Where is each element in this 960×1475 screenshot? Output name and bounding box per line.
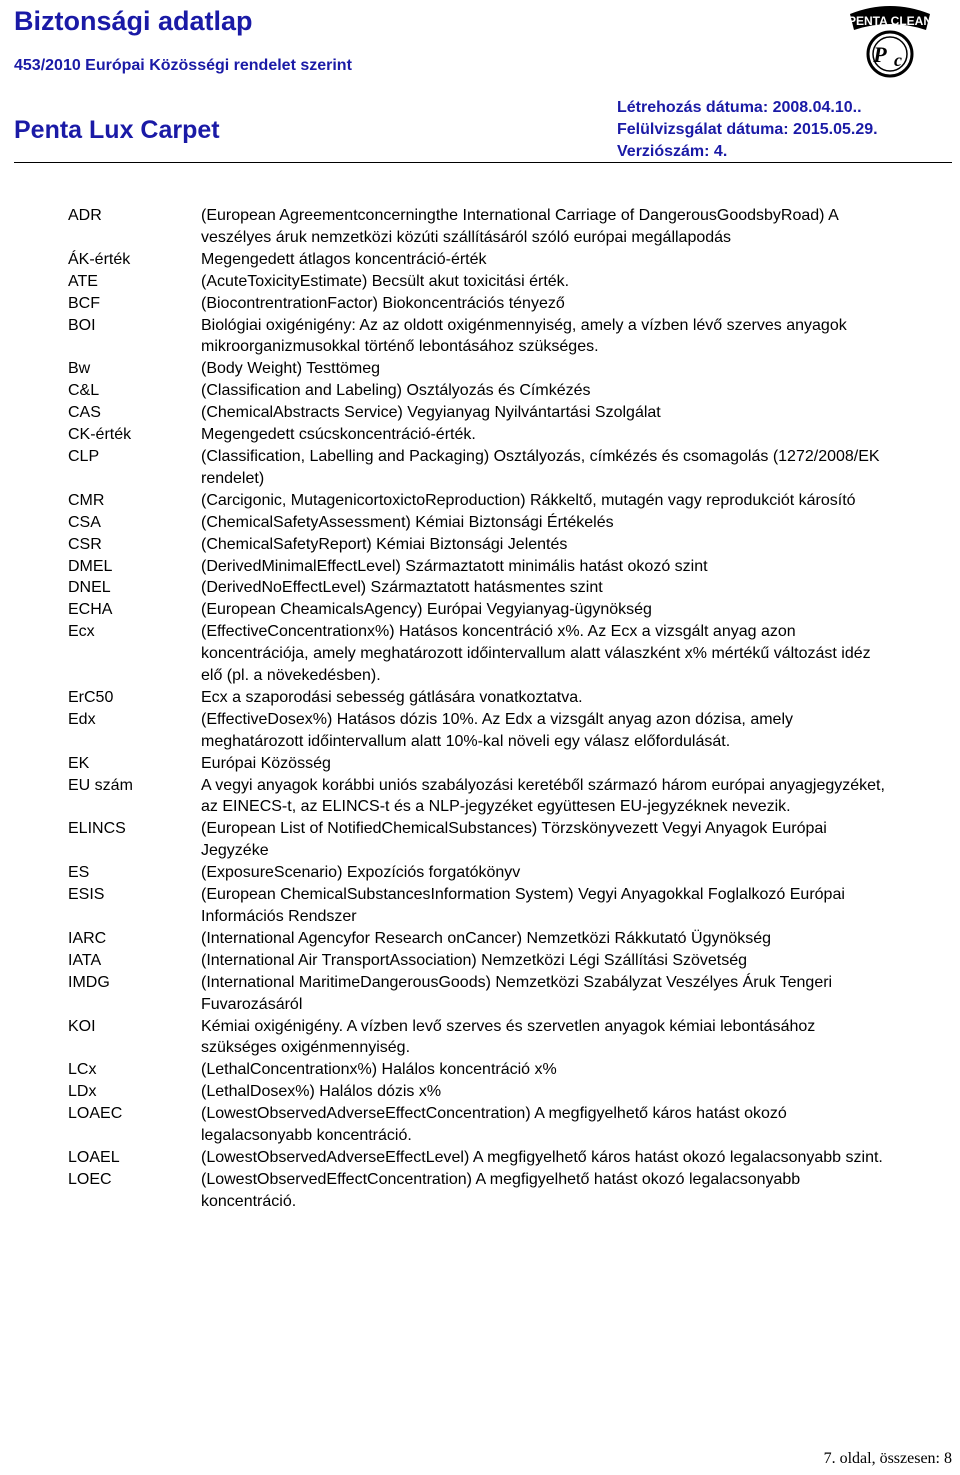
abbreviation-row [68, 1169, 888, 1213]
abbreviation-row [68, 402, 888, 424]
abbreviation-row [68, 1103, 888, 1147]
abbreviation-term: LOEC [68, 1170, 112, 1188]
abbreviation-term: IATA [68, 951, 102, 969]
abbreviation-term: IMDG [68, 973, 110, 991]
penta-clean-logo [842, 2, 938, 80]
abbreviation-term: ESIS [68, 886, 105, 904]
abbreviation-row [68, 1147, 888, 1169]
abbreviation-term: EU szám [68, 776, 133, 794]
abbreviation-row [68, 293, 888, 315]
abbreviation-term: DNEL [68, 579, 111, 597]
abbreviation-row [68, 1016, 888, 1060]
abbreviation-term: CSR [68, 535, 102, 553]
abbreviation-term: LCx [68, 1061, 97, 1079]
abbreviation-definition: (ChemicalSafetyReport) Kémiai Biztonsági Jelentés [201, 535, 568, 553]
abbreviation-term: BOI [68, 316, 96, 334]
abbreviation-term: ADR [68, 207, 102, 224]
revision-info [617, 97, 878, 163]
abbreviation-term: LOAEC [68, 1105, 123, 1123]
abbreviation-definition: (LowestObservedEffectConcentration) A megfigyelhető hatást okozó legalacsonyabb koncentráció. [201, 1170, 801, 1210]
abbreviation-term: DMEL [68, 557, 113, 575]
abbreviation-row [68, 205, 888, 249]
abbreviation-row [68, 818, 888, 862]
version-number: Verziószám: 4. [617, 143, 728, 160]
abbreviation-list [68, 205, 888, 1213]
abbreviation-definition: Európai Közösség [201, 754, 331, 772]
abbreviation-row [68, 446, 888, 490]
abbreviation-row [68, 928, 888, 950]
abbreviation-definition: (DerivedMinimalEffectLevel) Származtatott minimális hatást okozó szint [201, 557, 708, 575]
abbreviation-row [68, 972, 888, 1016]
regulation-subtitle: 453/2010 Európai Közösségi rendelet szerint [14, 57, 352, 74]
abbreviation-definition: (European CheamicalsAgency) Európai Vegyianyag-ügynökség [201, 601, 652, 619]
abbreviation-term: C&L [68, 382, 100, 400]
abbreviation-definition: (Classification and Labeling) Osztályozás és Címkézés [201, 382, 591, 400]
abbreviation-definition: (ExposureScenario) Expozíciós forgatókönyv [201, 864, 521, 882]
document-title: Biztonsági adatlap [14, 6, 253, 36]
abbreviation-definition: (European ChemicalSubstancesInformation System) Vegyi Anyagokkal Foglalkozó Európai Információs Rendszer [201, 886, 845, 925]
abbreviation-term: IARC [68, 929, 107, 947]
abbreviation-term: BCF [68, 294, 100, 312]
abbreviation-term: ÁK-érték [68, 250, 131, 268]
abbreviation-definition: (International MaritimeDangerousGoods) Nemzetközi Szabályzat Veszélyes Áruk Tengeri Fuvarozásáról [201, 973, 833, 1013]
abbreviation-row [68, 709, 888, 753]
abbreviation-definition: (BiocontrentrationFactor) Biokoncentrációs tényező [201, 294, 565, 312]
abbreviation-row [68, 512, 888, 534]
abbreviation-definition: (ChemicalSafetyAssessment) Kémiai Biztonsági Értékelés [201, 513, 614, 531]
abbreviation-term: Bw [68, 360, 91, 378]
abbreviation-row [68, 599, 888, 621]
logo-text: PENTA CLEAN [848, 14, 932, 28]
abbreviation-term: ELINCS [68, 820, 126, 838]
abbreviation-term: CLP [68, 447, 100, 465]
abbreviation-row [68, 358, 888, 380]
abbreviation-definition: (International Air TransportAssociation) Nemzetközi Légi Szállítási Szövetség [201, 951, 748, 969]
abbreviation-row [68, 534, 888, 556]
abbreviation-row [68, 687, 888, 709]
abbreviation-definition: (DerivedNoEffectLevel) Származtatott hatásmentes szint [201, 579, 603, 597]
abbreviation-term: CAS [68, 404, 101, 422]
abbreviation-row [68, 1059, 888, 1081]
abbreviation-row [68, 753, 888, 775]
created-date: Létrehozás dátuma: 2008.04.10.. [617, 99, 862, 116]
abbreviation-row [68, 380, 888, 402]
abbreviation-term: CK-érték [68, 426, 132, 444]
abbreviation-definition: Kémiai oxigénigény. A vízben levő szerves és szervetlen anyagok kémiai lebontásához szükséges oxigénmennyiség. [201, 1017, 816, 1057]
abbreviation-definition: (EffectiveConcentrationx%) Hatásos koncentráció x%. Az Ecx a vizsgált anyag azon koncentrációja, amely meghatározott időintervallum alatt válaszként x% mértékű változást idéz elő (pl. a növekedésben). [201, 623, 871, 685]
svg-text:c: c [894, 50, 902, 70]
abbreviation-definition: (LethalConcentrationx%) Halálos koncentráció x% [201, 1061, 557, 1079]
abbreviation-row [68, 950, 888, 972]
abbreviation-definition: Ecx a szaporodási sebesség gátlására vonatkoztatva. [201, 688, 583, 706]
abbreviation-term: LDx [68, 1083, 97, 1101]
abbreviation-row [68, 862, 888, 884]
abbreviation-term: ATE [68, 272, 98, 290]
page-number: 7. oldal, összesen: 8 [823, 1450, 952, 1467]
abbreviation-definition: (Carcigonic, MutagenicortoxictoReproduction) Rákkeltő, mutagén vagy reprodukciót károsító [201, 491, 856, 509]
abbreviation-term: Ecx [68, 623, 95, 641]
abbreviation-row [68, 556, 888, 578]
abbreviation-row [68, 621, 888, 687]
abbreviation-definition: (LowestObservedAdverseEffectConcentration) A megfigyelhető káros hatást okozó legalacsonyabb koncentráció. [201, 1105, 787, 1145]
abbreviation-term: EK [68, 754, 90, 772]
abbreviation-definition: (EffectiveDosex%) Hatásos dózis 10%. Az Edx a vizsgált anyag azon dózisa, amely meghatározott időintervallum alatt 10%-kal növeli egy válasz előfordulását. [201, 710, 793, 750]
abbreviation-row [68, 775, 888, 819]
abbreviation-definition: (International Agencyfor Research onCancer) Nemzetközi Rákkutató Ügynökség [201, 929, 772, 947]
abbreviation-term: CSA [68, 513, 101, 531]
abbreviation-definition: (AcuteToxicityEstimate) Becsült akut toxicitási érték. [201, 272, 570, 290]
abbreviation-row [68, 271, 888, 293]
abbreviation-row [68, 249, 888, 271]
abbreviation-term: LOAEL [68, 1148, 120, 1166]
abbreviation-term: ECHA [68, 601, 113, 619]
abbreviation-term: ES [68, 864, 90, 882]
abbreviation-definition: (LethalDosex%) Halálos dózis x% [201, 1083, 442, 1101]
abbreviation-term: CMR [68, 491, 105, 509]
abbreviation-definition: (ChemicalAbstracts Service) Vegyianyag Nyilvántartási Szolgálat [201, 404, 661, 422]
abbreviation-definition: A vegyi anyagok korábbi uniós szabályozási keretéből származó három európai anyagjegyzéket, az EINECS-t, az ELINCS-t és a NLP-jegyzéket együttesen EU-jegyzéknek nevezik. [201, 776, 885, 816]
abbreviation-definition: Biológiai oxigénigény: Az az oldott oxigénmennyiség, amely a vízben lévő szerves anyagok mikroorganizmusokkal történő lebontásához szükséges. [201, 316, 847, 356]
abbreviation-definition: (European List of NotifiedChemicalSubstances) Törzskönyvezett Vegyi Anyagok Európai Jegyzéke [201, 820, 827, 860]
abbreviation-definition: (LowestObservedAdverseEffectLevel) A megfigyelhető káros hatást okozó legalacsonyabb szint. [201, 1148, 883, 1166]
abbreviation-term: ErC50 [68, 688, 114, 706]
abbreviation-row [68, 315, 888, 359]
svg-text:P: P [873, 42, 887, 67]
abbreviation-row [68, 577, 888, 599]
header-divider [14, 162, 952, 163]
abbreviation-term: Edx [68, 710, 96, 728]
abbreviation-row [68, 490, 888, 512]
abbreviation-row [68, 1081, 888, 1103]
abbreviation-definition: (Body Weight) Testtömeg [201, 360, 381, 378]
abbreviation-definition: (European Agreementconcerningthe International Carriage of DangerousGoodsbyRoad) A veszélyes áruk nemzetközi közúti szállításáról szóló európai megállapodás [201, 207, 838, 246]
revised-date: Felülvizsgálat dátuma: 2015.05.29. [617, 121, 878, 138]
abbreviation-row [68, 884, 888, 928]
abbreviation-definition: Megengedett csúcskoncentráció-érték. [201, 426, 476, 444]
abbreviation-definition: (Classification, Labelling and Packaging) Osztályozás, címkézés és csomagolás (1272/2008/EK rendelet) [201, 447, 880, 487]
abbreviation-term: KOI [68, 1017, 96, 1035]
abbreviation-row [68, 424, 888, 446]
abbreviation-definition: Megengedett átlagos koncentráció-érték [201, 250, 487, 268]
product-name: Penta Lux Carpet [14, 116, 220, 144]
